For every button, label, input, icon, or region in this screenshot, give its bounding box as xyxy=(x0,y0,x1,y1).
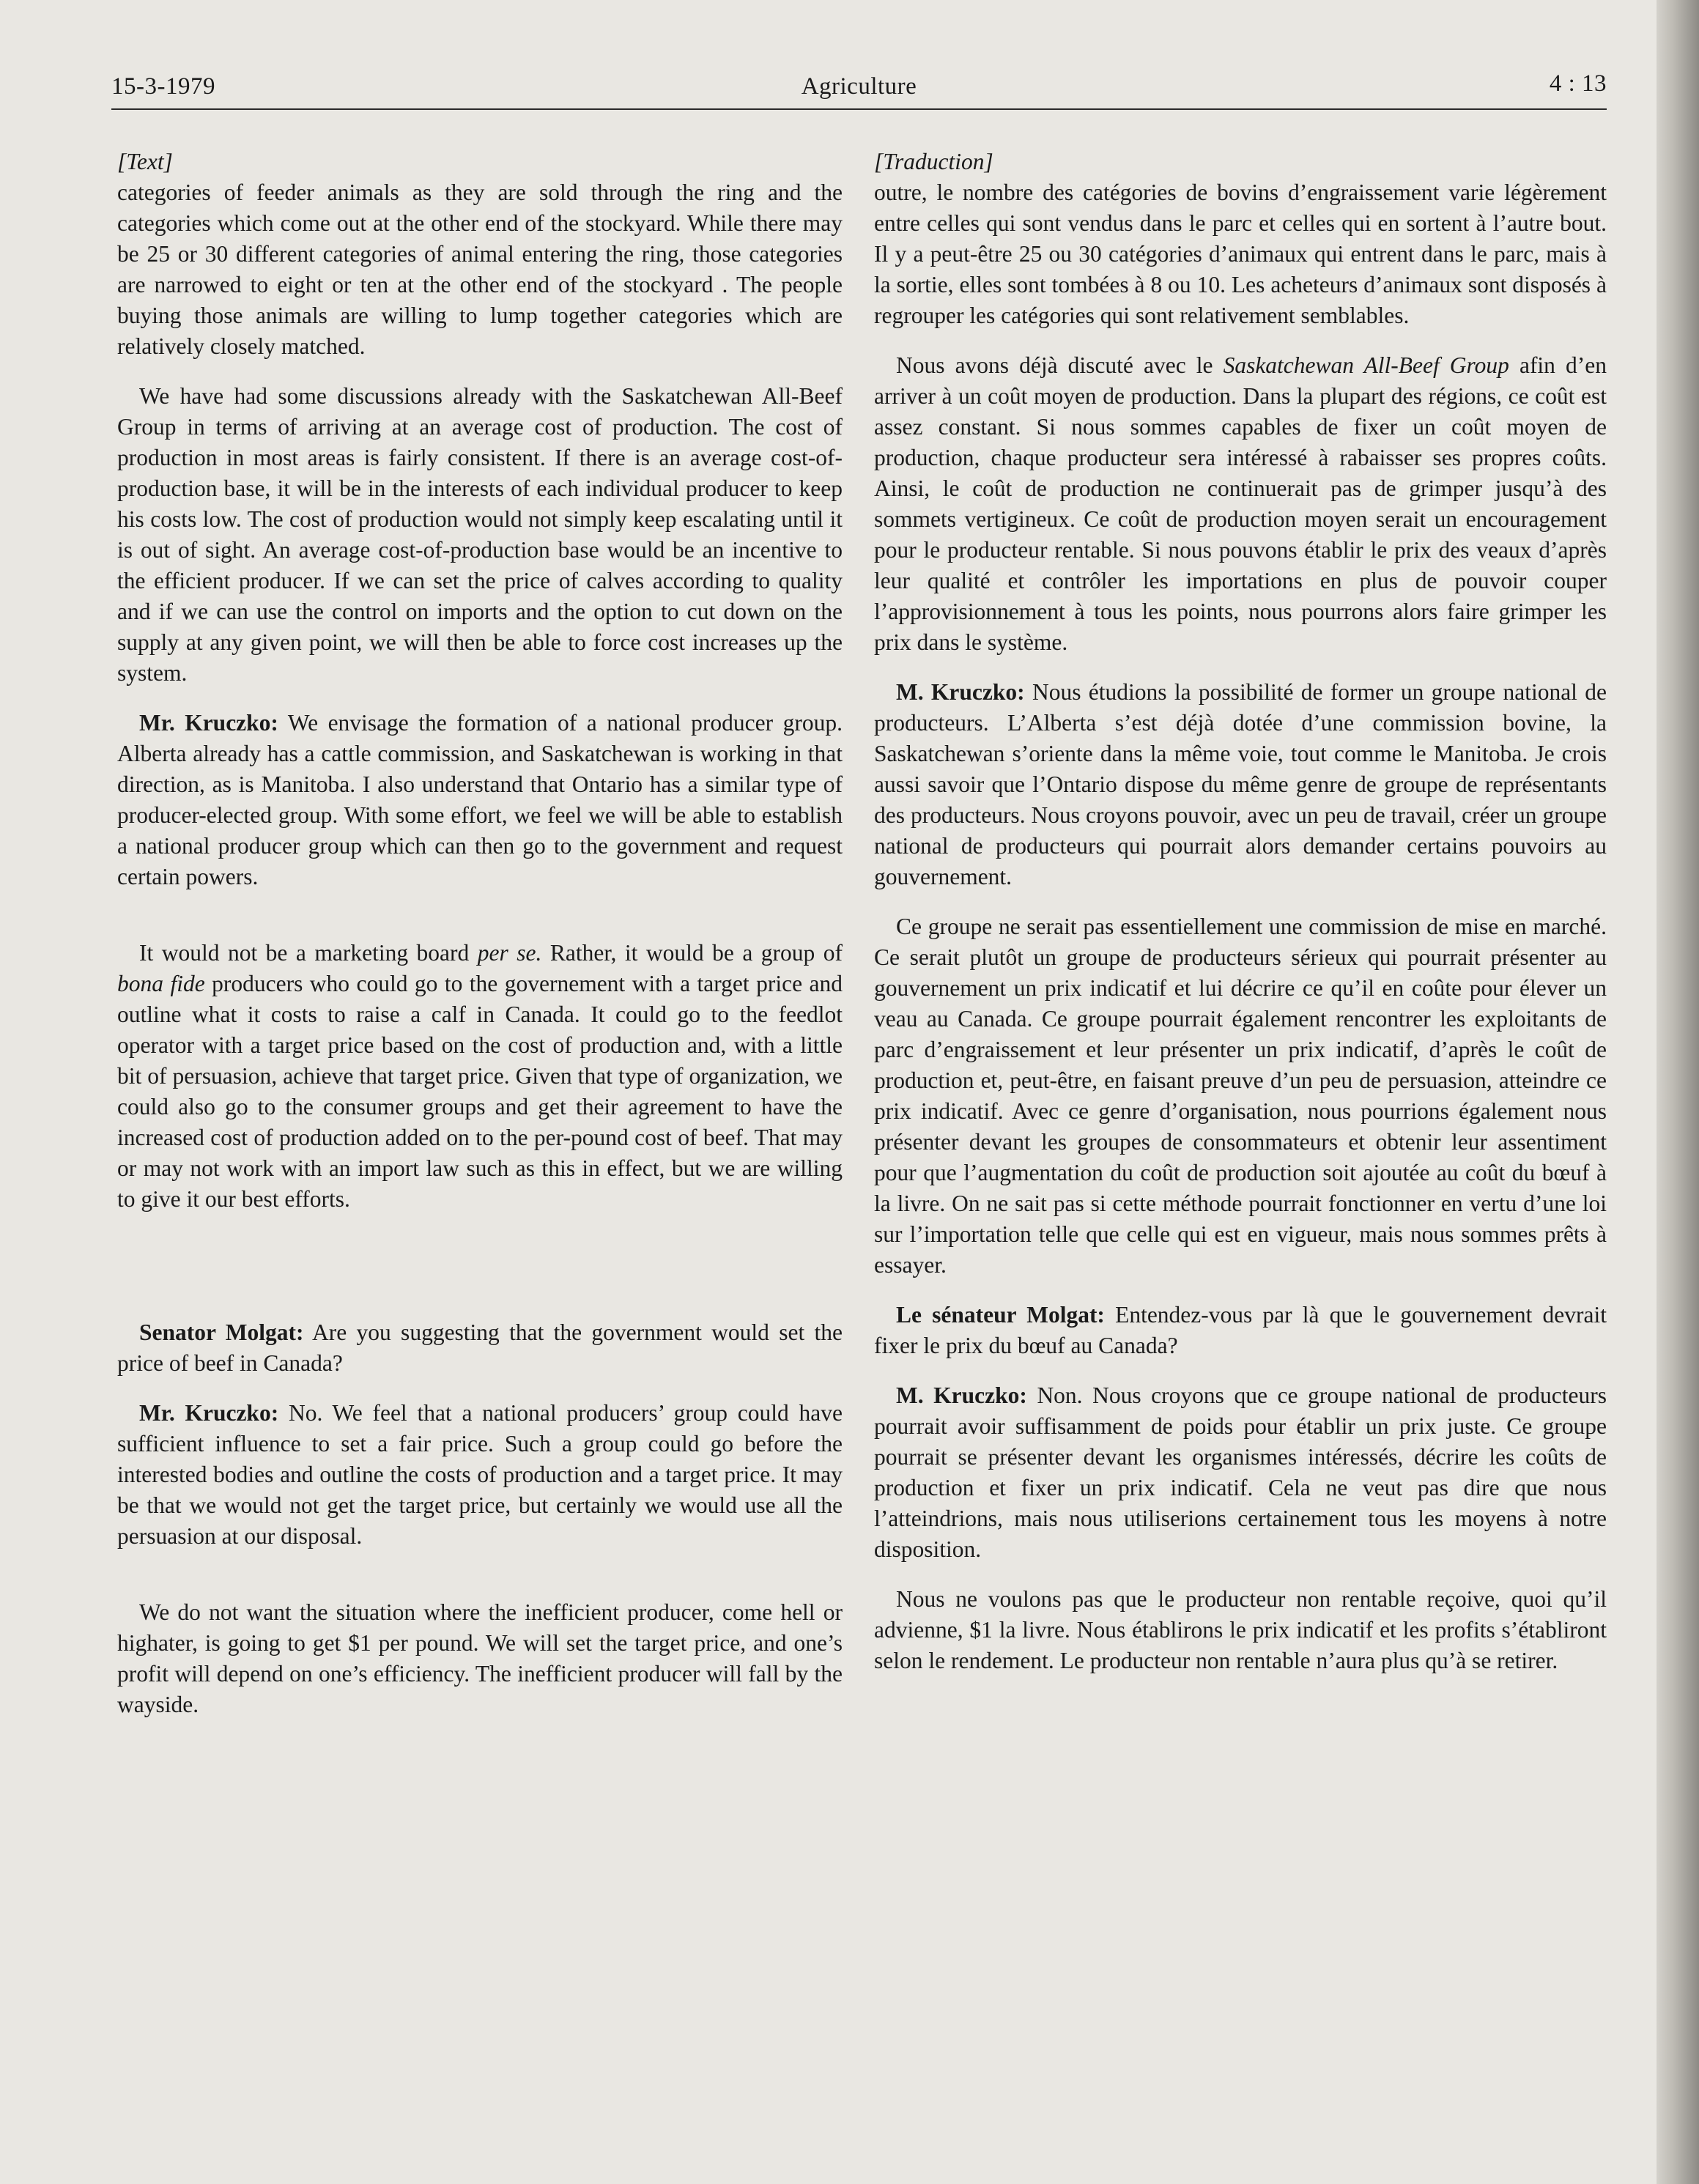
speech-text: Entendez-vous par là que le gouvernement devrait fixer le prix du bœuf au Canada? xyxy=(874,1302,1607,1358)
paragraph: outre, le nombre des catégories de bovins d’engraissement varie légèrement entre celles qui sont vendus dans le parc et celles qui en sortent à l’autre bout. Il y a peut-être 25 ou 30 catégories d’animaux qui entrent dans le parc, mais à la sortie, elles sont tombées à 8 ou 10. Les acheteurs d’animaux sont disposés à regrouper les catégories qui sont relativement semblables. xyxy=(874,179,1607,328)
italic-text: Saskatchewan All-Beef Group xyxy=(1223,352,1509,378)
italic-text: per se. xyxy=(477,940,542,966)
paragraph xyxy=(874,350,1607,658)
speech-text: Are you suggesting that the government would set the price of beef in Canada? xyxy=(117,1319,843,1376)
paragraph xyxy=(117,1398,843,1552)
text-label: [Text] xyxy=(117,149,173,174)
text-run: producers who could go to the governement with a target price and outline what it costs to raise a calf in Canada. It could go to the feedlot operator with a target price based on the cost of production and, with a little bit of persuasion, achieve that target price. Given that type of organization, we could also go to the consumer groups and get their agreement to have the increased cost of production added on to the per-pound cost of beef. That may or may not work with an import law such as this in effect, but we are willing to give it our best efforts. xyxy=(117,971,843,1212)
paragraph: categories of feeder animals as they are sold through the ring and the categories which come out at the other end of the stockyard. While there may be 25 or 30 different categories of animal entering the ring, those categories are narrowed to eight or ten at the other end of the stockyard . The people buying those animals are willing to lump together categories which are relatively closely matched. xyxy=(117,179,843,359)
paragraph: We do not want the situation where the inefficient producer, come hell or highater, is going to get $1 per pound. We will set the target price, and one’s profit will depend on one’s efficiency. The inefficient producer will fall by the wayside. xyxy=(117,1599,843,1717)
paragraph xyxy=(117,708,843,892)
text-run: afin d’en arriver à un coût moyen de production. Dans la plupart des régions, ce coût est assez constant. Si nous sommes capables de fixer un coût moyen de production, chaque producteur sera intéressé à rabaisser ses propres coûts. Ainsi, le coût de production ne continuerait pas de grimper jusqu’à des sommets vertigineux. Ce coût de production moyen serait un encouragement pour le producteur rentable. Si nous pouvons établir le prix des veaux d’après leur qualité et contrôler les importations en plus de pouvoir couper l’approvisionnement à tous les points, nous pourrons alors faire grimper les prix dans le système. xyxy=(874,352,1607,655)
speaker-name: Le sénateur Molgat: xyxy=(896,1302,1105,1328)
header-rule xyxy=(111,108,1607,110)
paragraph: Nous ne voulons pas que le producteur non rentable reçoive, quoi qu’il advienne, $1 la livre. Nous établirons le prix indicatif et les profits s’établiront selon le rendement. Le producteur non rentable n’aura plus qu’à se retirer. xyxy=(874,1586,1607,1673)
paragraph xyxy=(117,1317,843,1379)
page-header xyxy=(111,67,1607,110)
paragraph xyxy=(874,1300,1607,1361)
paragraph: Ce groupe ne serait pas essentiellement une commission de mise en marché. Ce serait plutôt un groupe de producteurs sérieux qui pourrait présenter au gouvernement un prix indicatif et lui décrire ce qu’il en coûte pour élever un veau au Canada. Ce groupe pourrait également rencontrer les exploitants de parc d’engraissement et leur présenter un prix indicatif, d’après le coût de production et, peut-être, en faisant preuve d’un peu de persuasion, atteindre ce prix indicatif. Avec ce genre d’organisation, nous pourrions également nous présenter devant les groupes de consommateurs et obtenir leur assentiment pour que l’augmentation du coût de production soit ajoutée au coût du bœuf à la livre. On ne sait pas si cette méthode pourrait fonctionner en vertu d’une loi sur l’importation telle que celle qui est en vigueur, mais nous sommes prêts à essayer. xyxy=(874,914,1607,1278)
header-title: Agriculture xyxy=(801,73,917,100)
text-run: It would not be a marketing board xyxy=(139,940,478,966)
speech-text: Nous étudions la possibilité de former un groupe national de producteurs. L’Alberta s’est déjà dotée d’une commission bovine, la Saskatchewan s’oriente dans la même voie, tout comme le Manitoba. Je crois aussi savoir que l’Ontario dispose du même genre de groupe de représentants des producteurs. Nous croyons pouvoir, avec un peu de travail, créer un groupe national de producteurs qui pourrait alors demander certains pouvoirs au gouvernement. xyxy=(874,679,1607,889)
speech-text: We envisage the formation of a national producer group. Alberta already has a cattle commission, and Saskatchewan is working in that direction, as is Manitoba. I also understand that Ontario has a similar type of producer-elected group. With some effort, we feel we will be able to establish a national producer group which can then go to the government and request certain powers. xyxy=(117,710,843,889)
speaker-name: M. Kruczko: xyxy=(896,1382,1027,1408)
speaker-name: M. Kruczko: xyxy=(896,679,1025,705)
italic-text: bona fide xyxy=(117,971,205,996)
text-run: Nous avons déjà discuté avec le xyxy=(896,352,1224,378)
paragraph: We have had some discussions already with the Saskatchewan All-Beef Group in terms of arriving at an average cost of production. The cost of production in most areas is fairly consistent. If there is an average cost-of-production base, it will be in the interests of each individual producer to keep his costs low. The cost of production would not simply keep escalating until it is out of sight. An average cost-of-production base would be an incentive to the efficient producer. If we can set the price of calves according to quality and if we can use the control on imports and the option to cut down on the supply at any given point, we will then be able to force cost increases up the system. xyxy=(117,383,843,686)
speaker-name: Mr. Kruczko: xyxy=(139,1400,279,1426)
english-column xyxy=(117,147,843,1739)
french-column xyxy=(874,147,1607,1695)
text-run: Rather, it would be a group of xyxy=(541,940,843,966)
header-page-number: 4 : 13 xyxy=(1549,70,1607,97)
speech-text: No. We feel that a national producers’ group could have sufficient influence to set a fair price. Such a group could go before the interested bodies and outline the costs of production and a target price. It may be that we would not get the target price, but certainly we would use all the persuasion at our disposal. xyxy=(117,1400,843,1549)
speaker-name: Senator Molgat: xyxy=(139,1319,304,1345)
header-date: 15-3-1979 xyxy=(111,73,215,100)
paragraph xyxy=(874,677,1607,892)
paragraph xyxy=(117,938,843,1215)
speaker-name: Mr. Kruczko: xyxy=(139,710,278,736)
page-edge-shadow xyxy=(1657,0,1699,2184)
paragraph xyxy=(874,1380,1607,1565)
traduction-label: [Traduction] xyxy=(874,149,993,174)
speech-text: Non. Nous croyons que ce groupe national de producteurs pourrait avoir suffisamment de poids pour établir un prix juste. Ce groupe pourrait se présenter devant les organismes intéressés, décrire les coûts de production et fixer un prix indicatif. Cela ne veut pas dire que nous l’atteindrions, mais nous utiliserions certainement tous les moyens à notre disposition. xyxy=(874,1382,1607,1562)
